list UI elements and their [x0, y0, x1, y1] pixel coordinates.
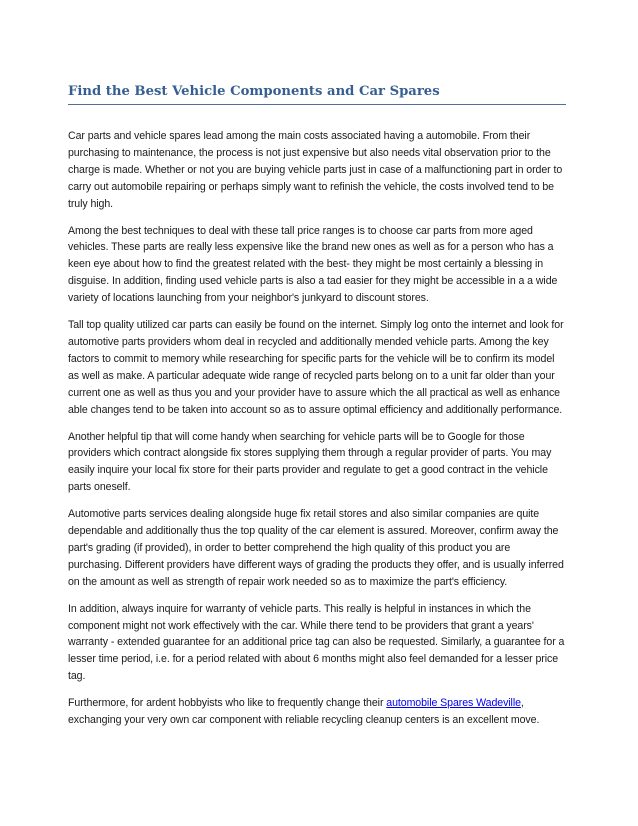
document-title: Find the Best Vehicle Components and Car Spares	[68, 84, 440, 99]
paragraph-2: Among the best techniques to deal with these tall price ranges is to choose car parts from more aged vehicles. These parts are really less expensive like the brand new ones as well as for a person who has a keen eye about how to find the greatest related with the best- they might be most certainly a blessing in disguise. In addition, finding used vehicle parts is also a tad easier for they might be accessible in a a wide variety of locations launching from your neighbor's junkyard to discount stores.	[68, 224, 558, 305]
automobile-spares-link[interactable]: automobile Spares Wadeville	[386, 697, 521, 710]
paragraph-5: Automotive parts services dealing alongside huge fix retail stores and also similar companies are quite dependable and additionally thus the top quality of the car element is assured. Moreover, confirm away the part's grading (if provided), in order to better comprehend the high quality of this product you are purchasing. Different providers have different ways of grading the products they offer, and is usually inferred on the amount as well as strength of repair work needed so as to maximize the part's efficiency.	[68, 508, 564, 588]
document-body	[68, 128, 566, 739]
title-underline-rule	[68, 104, 566, 105]
paragraph-4: Another helpful tip that will come handy when searching for vehicle parts will be to Google for those providers which contract alongside fix stores supplying them through a regular provider of parts. You may easily inquire your local fix store for their parts provider and regulate to get a good contract in the vehicle parts oneself.	[68, 430, 552, 494]
paragraph-6: In addition, always inquire for warranty of vehicle parts. This really is helpful in instances in which the component might not work effectively with the car. While there tend to be providers that grant a years' warranty - extended guarantee for an additional price tag can also be requested. Similarly, a guarantee for a lesser time period, i.e. for a period related with about 6 months might also feel demanded for a lesser price tag.	[68, 602, 565, 683]
paragraph-1: Car parts and vehicle spares lead among the main costs associated having a automobile. From their purchasing to maintenance, the process is not just expensive but also needs vital observation prior to the charge is made. Whether or not you are buying vehicle parts just in case of a malfunctioning part in order to carry out automobile repairing or perhaps simply want to refinish the vehicle, the costs involved tend to be truly high.	[68, 130, 563, 210]
paragraph-3: Tall top quality utilized car parts can easily be found on the internet. Simply log onto the internet and look for automotive parts providers whom deal in recycled and additionally mended vehicle parts. Among the key factors to commit to memory while researching for specific parts for the vehicle will be to confirm its model as well as make. A particular adequate wide range of recycled parts belong on to a unit far older than your current one as well as thus you and your provider have to assure which the all practical as well as enhance able changes tend to be taken into account so as to assure optimal efficiency and additionally performance.	[68, 319, 564, 416]
paragraph-7	[68, 695, 566, 729]
paragraph-7-lead-text: Furthermore, for ardent hobbyists who like to frequently change their	[68, 697, 387, 710]
paragraph-7-trailing-text: , exchanging your very own car component with reliable recycling cleanup centers is an excellent move.	[68, 697, 540, 727]
